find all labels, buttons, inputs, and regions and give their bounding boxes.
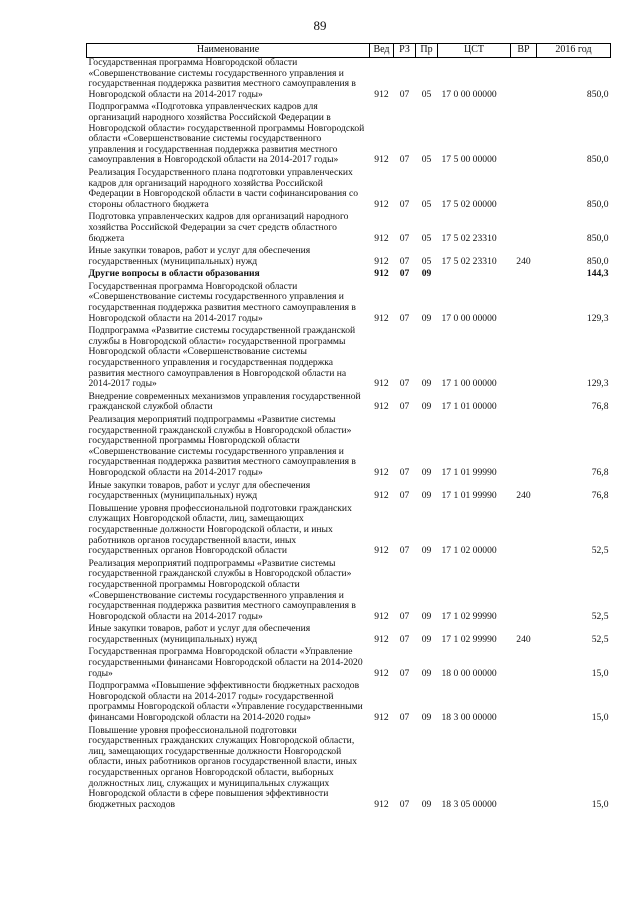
header-name: Наименование [87, 44, 370, 58]
header-vr: ВР [511, 44, 537, 58]
row-name: Подпрограмма «Повышение эффективности бюджетных расходов Новгородской области на 2014-2017 годы» государственной программы Новгородской области «Управление государственными финансами Новгородской области на 2014-2020 годы» [88, 680, 363, 724]
row-amount: 15,0 [591, 798, 609, 810]
row-pr: 05 [421, 154, 432, 166]
row-rz: 07 [399, 466, 410, 478]
row-rz: 07 [399, 667, 410, 679]
row-name: Повышение уровня профессиональной подготовки государственных гражданских служащих Новгородской области, лиц, замещающих государственные должности Новгородской области, иных работников органов государственной власти, иных государственных органов Новгородской области, выборных должностных лиц, служащих и муниципальных служащих Новгородской области в сфере повышения эффективности бюджетных расходов [88, 724, 358, 810]
row-rz: 07 [399, 154, 410, 166]
row-rz: 07 [399, 88, 410, 100]
row-name: Внедрение современных механизмов управления государственной гражданской службой области [88, 390, 361, 413]
table-row [87, 726, 611, 813]
row-name: Подпрограмма «Подготовка управленческих кадров для организаций народного хозяйства Российской Федерации в Новгородской области» государственной программы Новгородской области «Совершенствование системы государственного управления и государственная поддержка развития местного самоуправления в Новгородской области на 2014-2017 годы» [88, 101, 365, 166]
row-amount: 850,0 [586, 232, 609, 244]
row-name: Подготовка управленческих кадров для организаций народного хозяйства Российской Федерации за счет средств областного бюджета [88, 211, 349, 244]
row-pr: 09 [421, 268, 432, 280]
row-name: Реализация мероприятий подпрограммы «Развитие системы государственной гражданской службы в Новгородской области» государственной программы Новгородской области «Совершенствование системы государственного управления и государственная поддержка развития местного самоуправления в Новгородской области на 2014-2017 годы» [88, 414, 356, 478]
row-name: Иные закупки товаров, работ и услуг для обеспечения государственных (муниципальных) нужд [88, 479, 311, 502]
row-cst: 18 0 00 00000 [441, 667, 497, 679]
row-ved: 912 [374, 255, 389, 267]
row-amount: 850,0 [586, 255, 609, 267]
header-rz: РЗ [394, 44, 416, 58]
row-pr: 09 [421, 312, 432, 324]
row-vr [511, 559, 537, 625]
row-ved: 912 [374, 466, 389, 478]
row-name: Реализация мероприятий подпрограммы «Развитие системы государственной гражданской службы в Новгородской области» государственной программы Новгородской области «Совершенствование системы государственного управления и государственная поддержка развития местного самоуправления в Новгородской области на 2014-2017 годы» [88, 557, 356, 622]
row-cst: 17 1 00 00000 [441, 378, 497, 390]
row-pr: 05 [421, 255, 432, 267]
table-row [87, 481, 611, 504]
row-name: Повышение уровня профессиональной подготовки гражданских служащих Новгородской области, лиц, замещающих государственные должности Новгородской области, и иных работников органов государственной власти, иных государственных органов Новгородской области [88, 502, 352, 557]
row-vr [511, 58, 537, 103]
row-ved: 912 [374, 610, 389, 622]
row-cst: 18 3 05 00000 [441, 798, 497, 810]
table-row [87, 647, 611, 681]
row-cst: 17 1 01 99990 [441, 466, 497, 478]
table-row [87, 58, 611, 103]
row-cst: 17 1 02 99990 [441, 633, 497, 645]
row-ved: 912 [374, 198, 389, 210]
header-year: 2016 год [537, 44, 611, 58]
row-vr [511, 392, 537, 415]
row-vr [511, 102, 537, 168]
row-rz: 07 [399, 633, 410, 645]
row-ved: 912 [374, 88, 389, 100]
row-ved: 912 [374, 378, 389, 390]
row-rz: 07 [399, 232, 410, 244]
table-row [87, 326, 611, 392]
row-ved: 912 [374, 154, 389, 166]
row-cst: 17 5 00 00000 [441, 154, 497, 166]
row-name: Реализация Государственного плана подготовки управленческих кадров для организаций народного хозяйства Российской Федерации в Новгородской области в части софинансирования со стороны областного бюджета [88, 166, 359, 210]
row-cst: 17 0 00 00000 [441, 88, 497, 100]
row-cst: 17 5 02 23310 [441, 255, 497, 267]
row-rz: 07 [399, 712, 410, 724]
row-ved: 912 [374, 545, 389, 557]
table-row [87, 282, 611, 326]
row-amount: 129,3 [586, 312, 609, 324]
table-row [87, 392, 611, 415]
row-pr: 09 [421, 490, 432, 502]
row-ved: 912 [374, 798, 389, 810]
table-body [87, 58, 611, 813]
table-row [87, 624, 611, 647]
row-rz: 07 [399, 312, 410, 324]
row-cst [438, 269, 511, 282]
row-cst: 17 5 02 23310 [441, 232, 497, 244]
row-vr [511, 282, 537, 326]
row-rz: 07 [399, 268, 410, 280]
row-amount: 850,0 [586, 198, 609, 210]
page-number: 89 [313, 18, 327, 33]
row-pr: 05 [421, 232, 432, 244]
row-amount: 76,8 [591, 466, 609, 478]
row-amount: 52,5 [591, 633, 609, 645]
row-rz: 07 [399, 610, 410, 622]
row-cst: 17 5 02 00000 [441, 198, 497, 210]
row-vr [511, 726, 537, 813]
row-rz: 07 [399, 378, 410, 390]
row-rz: 07 [399, 255, 410, 267]
row-pr: 09 [421, 667, 432, 679]
row-amount: 52,5 [591, 610, 609, 622]
row-vr [511, 269, 537, 282]
row-ved: 912 [374, 232, 389, 244]
row-amount: 52,5 [591, 545, 609, 557]
row-amount: 15,0 [591, 667, 609, 679]
row-rz: 07 [399, 798, 410, 810]
row-pr: 05 [421, 198, 432, 210]
row-vr [511, 504, 537, 559]
row-name: Государственная программа Новгородской области «Совершенствование системы государственного управления и государственная поддержка развития местного самоуправления в Новгородской области на 2014-2017 годы» [88, 57, 356, 100]
budget-table [86, 43, 611, 812]
row-name: Иные закупки товаров, работ и услуг для обеспечения государственных (муниципальных) нужд [88, 623, 311, 645]
row-amount: 850,0 [586, 88, 609, 100]
table-row [87, 504, 611, 559]
header-row [87, 44, 611, 58]
row-name: Иные закупки товаров, работ и услуг для обеспечения государственных (муниципальных) нужд [88, 245, 311, 267]
row-cst: 17 0 00 00000 [441, 312, 497, 324]
row-cst: 17 1 02 00000 [441, 545, 497, 557]
table-row [87, 168, 611, 212]
row-pr: 09 [421, 798, 432, 810]
header-pr: Пр [416, 44, 438, 58]
row-vr [511, 168, 537, 212]
row-amount: 144,3 [586, 268, 609, 280]
row-pr: 09 [421, 378, 432, 390]
row-name: Другие вопросы в области образования [88, 268, 260, 280]
row-cst: 18 3 00 00000 [441, 712, 497, 724]
table-row [87, 681, 611, 725]
row-name: Государственная программа Новгородской области «Совершенствование системы государственного управления и государственная поддержка развития местного самоуправления в Новгородской области на 2014-2017 годы» [88, 280, 356, 324]
row-rz: 07 [399, 401, 410, 413]
row-ved: 912 [374, 633, 389, 645]
row-vr [511, 212, 537, 246]
row-vr: 240 [516, 633, 531, 645]
row-cst: 17 1 01 00000 [441, 401, 497, 413]
header-ved: Вед [370, 44, 394, 58]
row-vr [511, 681, 537, 725]
row-ved: 912 [374, 312, 389, 324]
row-name: Государственная программа Новгородской области «Управление государственными финансами Новгородской области на 2014-2020 годы» [88, 646, 363, 679]
row-pr: 09 [421, 401, 432, 413]
row-vr [511, 415, 537, 481]
row-amount: 850,0 [586, 154, 609, 166]
row-vr [511, 326, 537, 392]
row-rz: 07 [399, 198, 410, 210]
row-amount: 76,8 [591, 490, 609, 502]
table-row [87, 415, 611, 481]
row-pr: 09 [421, 633, 432, 645]
table-row [87, 212, 611, 246]
row-name: Подпрограмма «Развитие системы государственной гражданской службы в Новгородской области» государственной программы Новгородской области «Совершенствование системы государственного управления и государственная поддержка развития местного самоуправления в Новгородской области на 2014-2017 годы» [88, 325, 356, 390]
row-vr [511, 647, 537, 681]
row-amount: 76,8 [591, 401, 609, 413]
row-ved: 912 [374, 268, 389, 280]
table-row [87, 102, 611, 168]
header-cst: ЦСТ [438, 44, 511, 58]
row-rz: 07 [399, 490, 410, 502]
row-amount: 129,3 [586, 378, 609, 390]
row-pr: 09 [421, 466, 432, 478]
row-vr: 240 [516, 490, 531, 502]
table-row [87, 559, 611, 625]
row-cst: 17 1 01 99990 [441, 490, 497, 502]
row-pr: 05 [421, 88, 432, 100]
row-pr: 09 [421, 610, 432, 622]
row-rz: 07 [399, 545, 410, 557]
row-pr: 09 [421, 545, 432, 557]
row-amount: 15,0 [591, 712, 609, 724]
row-vr: 240 [516, 255, 531, 267]
row-ved: 912 [374, 712, 389, 724]
row-cst: 17 1 02 99990 [441, 610, 497, 622]
table-header [87, 44, 611, 58]
table-row [87, 246, 611, 269]
row-ved: 912 [374, 667, 389, 679]
row-ved: 912 [374, 490, 389, 502]
row-ved: 912 [374, 401, 389, 413]
row-pr: 09 [421, 712, 432, 724]
table-row [87, 269, 611, 282]
